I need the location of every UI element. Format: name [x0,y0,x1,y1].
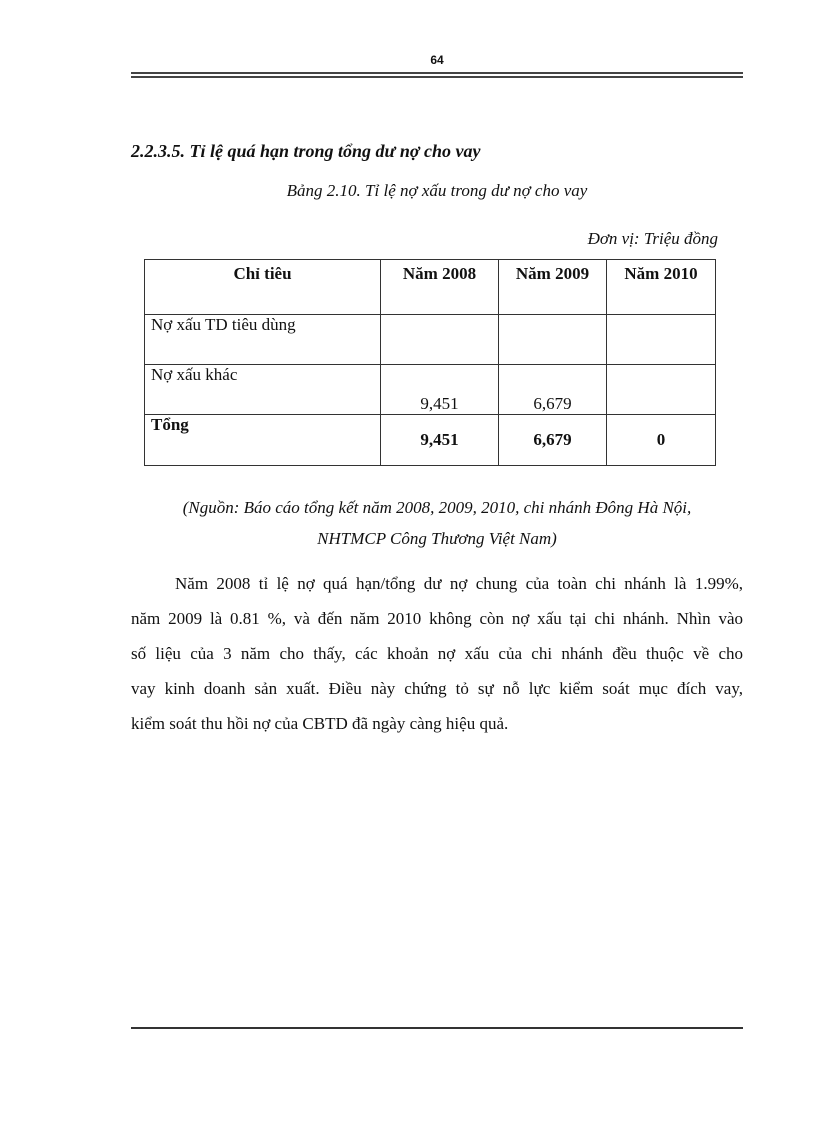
header-year-2009: Năm 2009 [499,260,607,315]
header-rule [131,72,743,78]
section-heading: 2.2.3.5. Tỉ lệ quá hạn trong tổng dư nợ cho vay [131,141,481,161]
cell-2009 [499,315,607,365]
cell-2008: 9,451 [381,365,499,415]
header-indicator: Chỉ tiêu [145,260,381,315]
table-row [145,315,716,365]
cell-2010 [607,315,716,365]
cell-2008: 9,451 [381,415,499,466]
footer-rule [131,1027,743,1029]
body-paragraph [131,566,743,741]
table-total-row [145,415,716,466]
cell-2009: 6,679 [499,415,607,466]
table-caption: Bảng 2.10. Tỉ lệ nợ xấu trong dư nợ cho vay [286,181,588,200]
header-year-2008: Năm 2008 [381,260,499,315]
table-row [145,365,716,415]
table-header-row [145,260,716,315]
cell-2009: 6,679 [499,365,607,415]
paragraph-line: vay kinh doanh sản xuất. Điều này chứng tỏ sự nỗ lực kiểm soát mục đích vay, [131,679,743,698]
source-note-line: (Nguồn: Báo cáo tổng kết năm 2008, 2009, 2010, chi nhánh Đông Hà Nội, [182,498,692,517]
page-number: 64 [430,53,444,67]
cell-2010: 0 [607,415,716,466]
paragraph-line: năm 2009 là 0.81 %, và đến năm 2010 không còn nợ xấu tại chi nhánh. Nhìn vào [131,609,743,628]
paragraph-line: số liệu của 3 năm cho thấy, các khoản nợ xấu của chi nhánh đều thuộc về cho [131,644,743,663]
source-note-line: NHTMCP Công Thương Việt Nam) [317,529,557,548]
source-note [131,492,743,554]
header-year-2010: Năm 2010 [607,260,716,315]
paragraph-line: kiểm soát thu hồi nợ của CBTD đã ngày càng hiệu quả. [131,714,509,733]
row-label: Nợ xấu TD tiêu dùng [145,315,381,365]
bad-debt-table [144,259,716,466]
row-label: Tổng [145,415,381,466]
cell-2008 [381,315,499,365]
paragraph-line: Năm 2008 tỉ lệ nợ quá hạn/tổng dư nợ chung của toàn chi nhánh là 1.99%, [175,574,743,593]
cell-2010 [607,365,716,415]
unit-label: Đơn vị: Triệu đồng [587,229,718,248]
row-label: Nợ xấu khác [145,365,381,415]
